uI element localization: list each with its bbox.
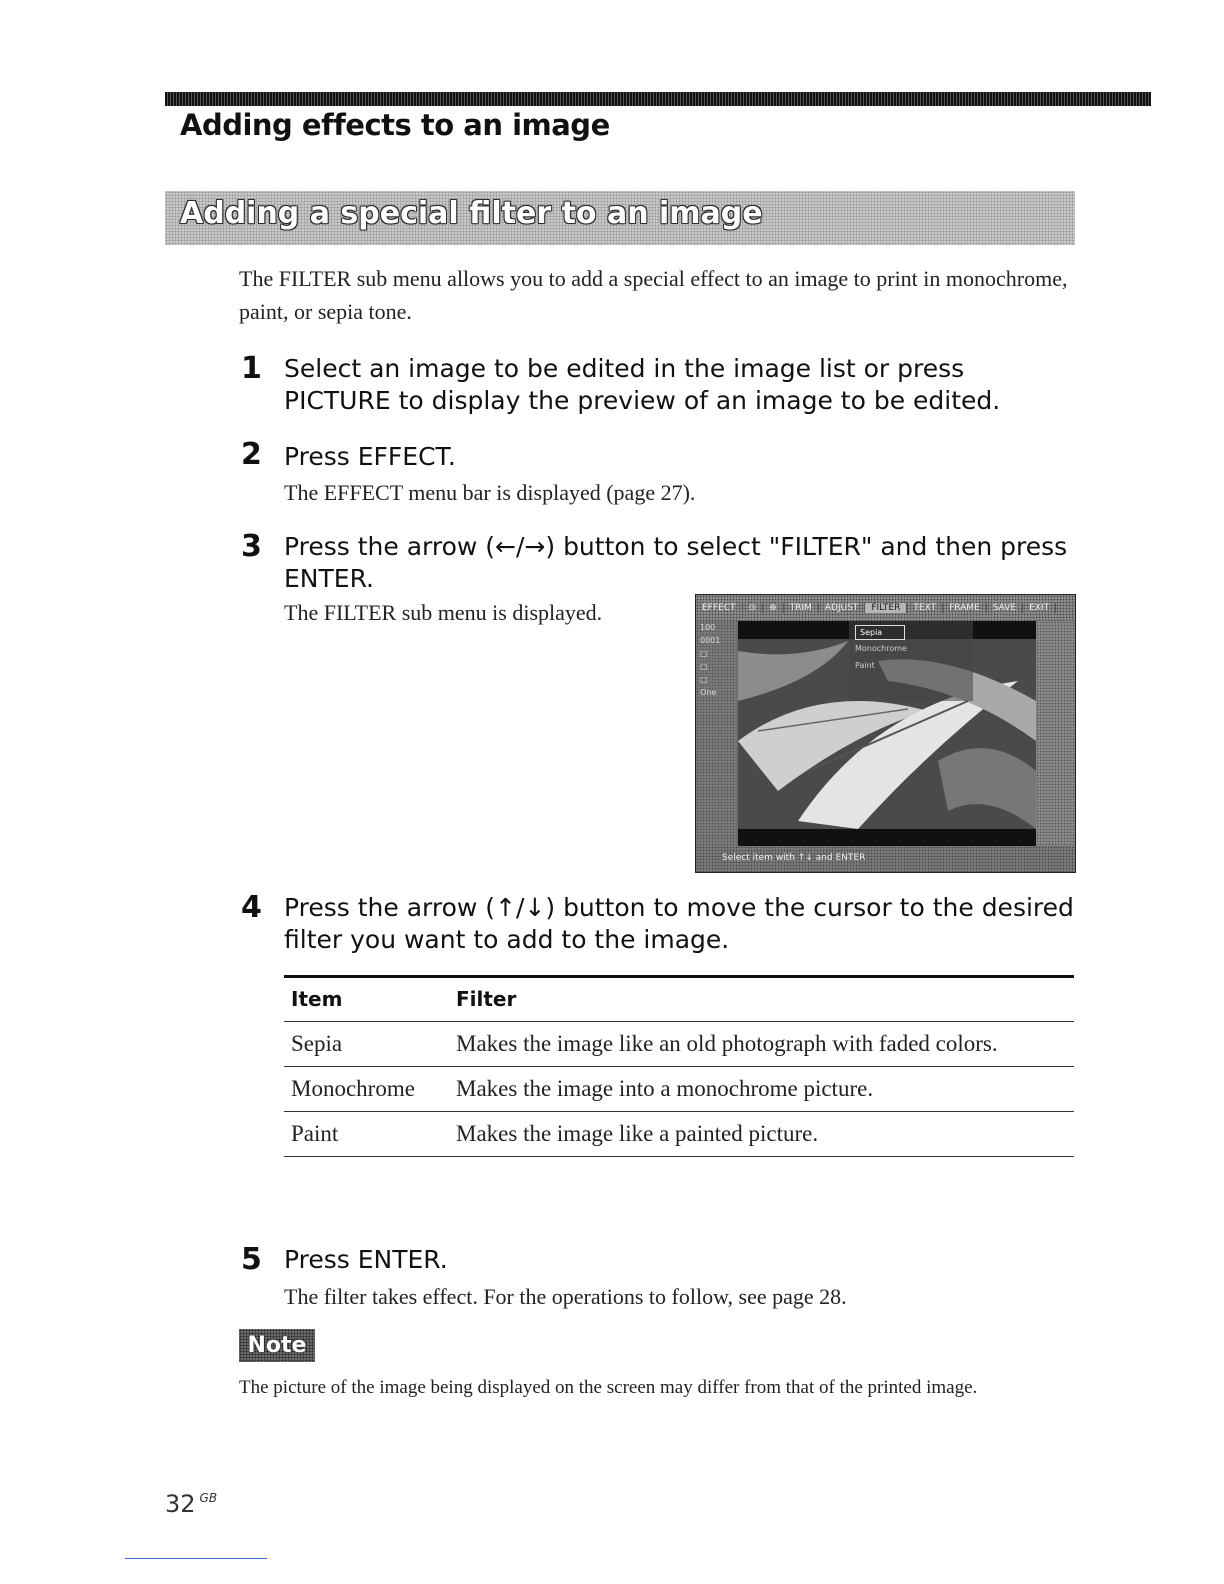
table-row [284,1022,1074,1067]
panel-icon: □ [700,649,708,658]
screen-status-bar [696,846,1075,872]
step-number: 1 [241,351,262,386]
page-number [165,1490,217,1518]
step-number: 5 [241,1242,262,1277]
column-header-item: Item [284,977,449,1022]
menu-item: EFFECT [696,603,743,613]
column-header-filter: Filter [449,977,1074,1022]
panel-icon: □ [700,662,708,671]
panel-icon: □ [700,675,708,684]
filter-submenu [849,621,973,701]
table-header-row [284,977,1074,1022]
table-cell: Makes the image like a painted picture. [449,1112,1074,1157]
menu-item-selected: FILTER [865,603,907,613]
status-text: Select item with ↑↓ and ENTER [722,853,866,863]
bottom-divider [125,1558,267,1559]
step-text: Select an image to be edited in the image list or press PICTURE to display the preview of an image to be edited. [284,354,1001,415]
menu-item: TEXT [907,603,943,613]
step-note: The filter takes effect. For the operations to follow, see page 28. [284,1284,847,1309]
screen-right-panel [1036,621,1075,846]
note-badge: Note [239,1329,315,1362]
page-suffix: GB [199,1491,218,1505]
step-text: Press EFFECT. [284,442,456,471]
menu-item: ⊕ [763,603,784,613]
menu-item: ADJUST [819,603,866,613]
intro-paragraph: The FILTER sub menu allows you to add a special effect to an image to print in monochrome, paint, or sepia tone. [239,266,1068,324]
panel-label: 0001 [700,636,721,645]
submenu-item-paint: Paint [855,661,875,670]
filter-screen-figure [695,594,1076,873]
note-text: The picture of the image being displayed on the screen may differ from that of the printed image. [239,1377,978,1398]
subsection-title: Adding a special filter to an image [180,196,763,231]
panel-label: 100 [700,623,716,632]
table-cell: Makes the image into a monochrome picture. [449,1067,1074,1112]
panel-label: One [700,688,717,697]
table-cell: Paint [284,1112,449,1157]
menu-item: FRAME [943,603,987,613]
menu-item: TRIM [784,603,819,613]
step-note: The EFFECT menu bar is displayed (page 27). [284,480,696,505]
step-number: 4 [241,890,262,925]
screen-left-panel [696,621,736,846]
step-number: 2 [241,437,262,472]
section-title: Adding effects to an image [180,108,610,142]
menu-item: EXIT [1023,603,1056,613]
table-row [284,1067,1074,1112]
step-text: Press the arrow (←/→) button to select "FILTER" and then press ENTER. [284,532,1068,593]
step-note: The FILTER sub menu is displayed. [284,600,603,625]
step-text: Press the arrow (↑/↓) button to move the cursor to the desired filter you want to add to the image. [284,893,1074,954]
table-row [284,1112,1074,1157]
filter-table [284,975,1074,1157]
effect-menu-bar [696,595,1075,621]
page-number-value: 32 [165,1490,196,1518]
table-cell: Makes the image like an old photograph with faded colors. [449,1022,1074,1067]
table-cell: Monochrome [284,1067,449,1112]
step-text: Press ENTER. [284,1245,448,1274]
section-rule [165,92,1151,106]
submenu-item-sepia: Sepia [855,625,905,640]
step-number: 3 [241,529,262,564]
menu-item: ⊙ [743,603,764,613]
submenu-item-monochrome: Monochrome [855,644,907,653]
menu-item: SAVE [987,603,1023,613]
table-cell: Sepia [284,1022,449,1067]
